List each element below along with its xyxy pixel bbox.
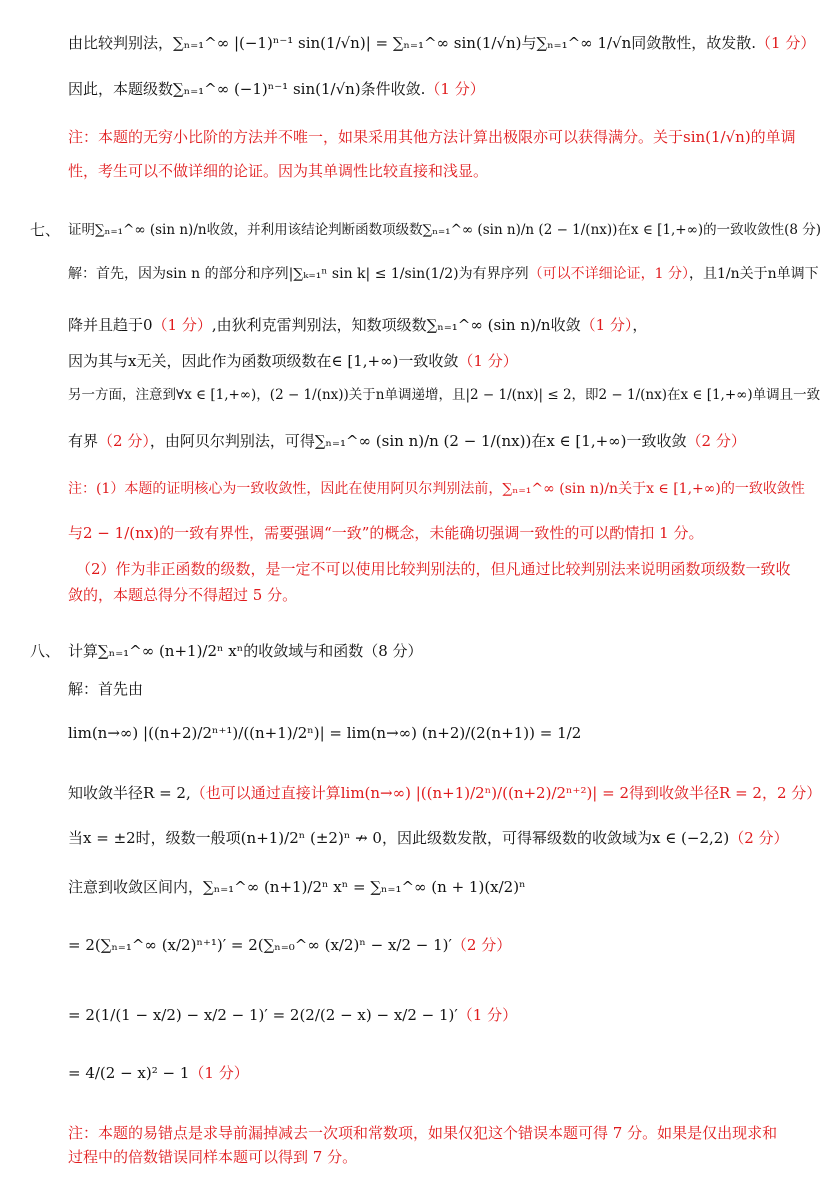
score-mark: （2 分）	[729, 829, 789, 847]
text-line	[68, 32, 815, 54]
score-mark: （1 分）	[457, 1006, 518, 1024]
grading-note: 性，考生可以不做详细的论证。因为其单调性比较直接和浅显。	[68, 162, 489, 180]
grading-note: 过程中的倍数错误同样本题可以得到 7 分。	[68, 1148, 358, 1166]
grading-note: 注：本题的无穷小比阶的方法并不唯一，如果采用其他方法计算出极限亦可以获得满分。关于sin(1/√n)的单调	[68, 128, 796, 146]
text-line: 解：首先由	[68, 680, 144, 698]
grading-note: 敛的，本题总得分不得超过 5 分。	[68, 586, 298, 604]
text-line: 有界（2 分），由阿贝尔判别法，可得∑ₙ₌₁^∞ (sin n)/n (2 − 1/(nx))在x ∈ [1,+∞)一致收敛（2 分）	[68, 432, 746, 450]
grading-note: 与2 − 1/(nx)的一致有界性，需要强调“一致”的概念，未能确切强调一致性的可以酌情扣 1 分。	[68, 524, 704, 542]
text-line: 另一方面，注意到∀x ∈ [1,+∞)，(2 − 1/(nx))关于n单调递增，且|2 − 1/(nx)| ≤ 2，即2 − 1/(nx)在x ∈ [1,+∞)单调且一致	[68, 387, 821, 403]
score-mark: （2 分）	[686, 432, 746, 450]
grading-note: 注：(1）本题的证明核心为一致收敛性，因此在使用阿贝尔判别法前，∑ₙ₌₁^∞ (sin n)/n关于x ∈ [1,+∞)的一致收敛性	[68, 481, 805, 497]
score-mark: （2 分）	[451, 936, 512, 954]
problem-number: 八、	[30, 642, 61, 660]
score-mark: （1 分）	[425, 80, 485, 98]
score-mark: （也可以通过直接计算lim(n→∞) |((n+1)/2ⁿ)/((n+2)/2ⁿ⁺²)| = 2得到收敛半径R = 2，2 分）	[190, 784, 822, 802]
limit-equation: lim(n→∞) |((n+2)/2ⁿ⁺¹)/((n+1)/2ⁿ)| = lim(n→∞) (n+2)/(2(n+1)) = 1/2	[68, 724, 582, 742]
score-mark: （2 分）	[98, 432, 150, 450]
solution-text: 因此，本题级数∑ₙ₌₁^∞ (−1)ⁿ⁻¹ sin(1/√n)条件收敛.	[68, 80, 426, 98]
solution-text: 由比较判别法，∑ₙ₌₁^∞ |(−1)ⁿ⁻¹ sin(1/√n)| = ∑ₙ₌₁^∞ sin(1/√n)与∑ₙ₌₁^∞ 1/√n同敛散性，故发散.	[68, 34, 757, 52]
grading-note: （2）作为非正函数的级数，是一定不可以使用比较判别法的，但凡通过比较判别法来说明函数项级数一致收	[76, 560, 791, 578]
problem-statement: 计算∑ₙ₌₁^∞ (n+1)/2ⁿ xⁿ的收敛域与和函数（8 分）	[68, 642, 423, 660]
text-line	[68, 78, 485, 100]
text-line: 因为其与x无关，因此作为函数项级数在∈ [1,+∞)一致收敛（1 分）	[68, 352, 518, 370]
grading-note: 注：本题的易错点是求导前漏掉减去一次项和常数项，如果仅犯这个错误本题可得 7 分。如果是仅出现求和	[68, 1124, 778, 1142]
derivation-step: = 4/(2 − x)² − 1（1 分）	[68, 1064, 249, 1082]
text-line: 解：首先，因为sin n 的部分和序列|∑ₖ₌₁ⁿ sin k| ≤ 1/sin(1/2)为有界序列（可以不详细论证，1 分），且1/n关于n单调下	[68, 266, 819, 282]
problem-number: 七、	[30, 221, 61, 239]
problem-statement: 证明∑ₙ₌₁^∞ (sin n)/n收敛，并利用该结论判断函数项级数∑ₙ₌₁^∞ (sin n)/n (2 − 1/(nx))在x ∈ [1,+∞)的一致收敛性(8 分)	[68, 222, 821, 238]
text-line: 知收敛半径R = 2,（也可以通过直接计算lim(n→∞) |((n+1)/2ⁿ)/((n+2)/2ⁿ⁺²)| = 2得到收敛半径R = 2，2 分）	[68, 784, 822, 802]
derivation-step: = 2(1/(1 − x/2) − x/2 − 1)′ = 2(2/(2 − x) − x/2 − 1)′（1 分）	[68, 1006, 518, 1024]
derivation-step: = 2(∑ₙ₌₁^∞ (x/2)ⁿ⁺¹)′ = 2(∑ₙ₌₀^∞ (x/2)ⁿ − x/2 − 1)′（2 分）	[68, 936, 512, 954]
score-mark: （1 分）	[152, 316, 212, 334]
text-line: 降并且趋于0（1 分）,由狄利克雷判别法，知数项级数∑ₙ₌₁^∞ (sin n)/n收敛（1 分），	[68, 316, 648, 334]
score-mark: （1 分）	[458, 352, 518, 370]
score-mark: （1 分）	[756, 34, 816, 52]
score-mark: （可以不详细论证，1 分）	[528, 266, 689, 282]
text-line: 当x = ±2时，级数一般项(n+1)/2ⁿ (±2)ⁿ ↛ 0，因此级数发散，可得幂级数的收敛域为x ∈ (−2,2)（2 分）	[68, 829, 789, 847]
text-line: 注意到收敛区间内，∑ₙ₌₁^∞ (n+1)/2ⁿ xⁿ = ∑ₙ₌₁^∞ (n + 1)(x/2)ⁿ	[68, 878, 526, 896]
score-mark: （1 分）	[580, 316, 633, 334]
score-mark: （1 分）	[189, 1064, 249, 1082]
